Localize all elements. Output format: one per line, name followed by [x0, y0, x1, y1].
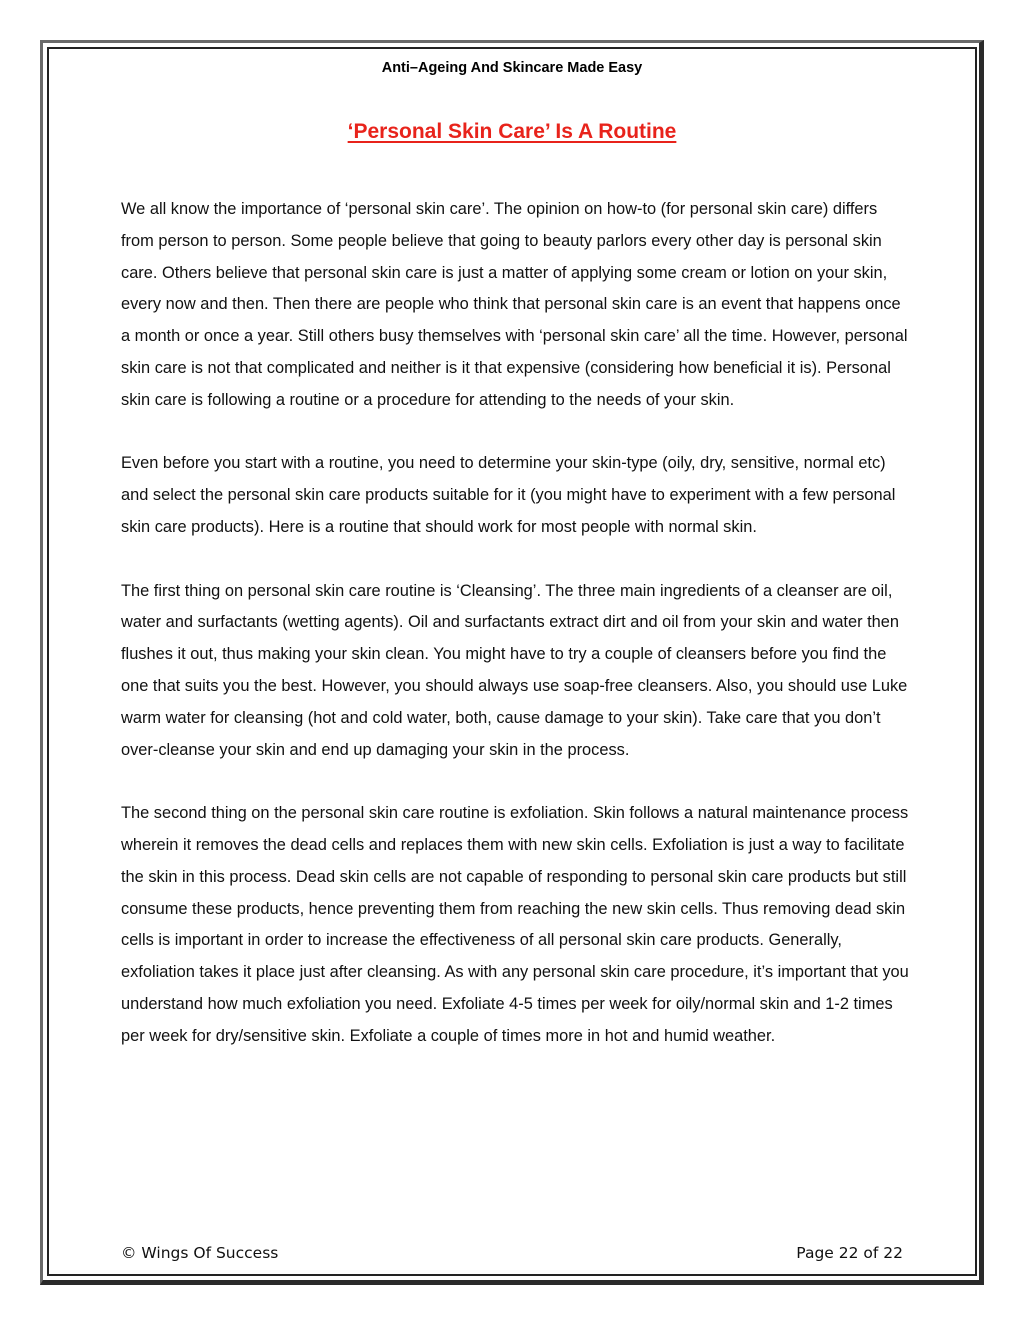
article-body	[121, 194, 911, 1084]
paragraph: The second thing on the personal skin care routine is exfoliation. Skin follows a natural maintenance process wherein it removes the dead cells and replaces them with new skin cells. Exfoliation is just a way to facilitate the skin in this process. Dead skin cells are not capable of responding to personal skin care products but still consume these products, hence preventing them from reaching the new skin cells. Thus removing dead skin cells is important in order to increase the effectiveness of all personal skin care products. Generally, exfoliation takes it place just after cleansing. As with any personal skin care procedure, it’s important that you understand how much exfoliation you need. Exfoliate 4-5 times per week for oily/normal skin and 1-2 times per week for dry/sensitive skin. Exfoliate a couple of times more in hot and humid weather.	[121, 804, 909, 1045]
page-title: ‘Personal Skin Care’ Is A Routine	[347, 120, 677, 143]
footer-copyright: © Wings Of Success	[121, 1244, 279, 1262]
paragraph: We all know the importance of ‘personal skin care’. The opinion on how-to (for personal skin care) differs from person to person. Some people believe that going to beauty parlors every other day is personal skin care. Others believe that personal skin care is just a matter of applying some cream or lotion on your skin, every now and then. Then there are people who think that personal skin care is an event that happens once a month or once a year. Still others busy themselves with ‘personal skin care’ all the time. However, personal skin care is not that complicated and neither is it that expensive (considering how beneficial it is). Personal skin care is following a routine or a procedure for attending to the needs of your skin.	[121, 200, 908, 409]
paragraph: The first thing on personal skin care routine is ‘Cleansing’. The three main ingredients of a cleanser are oil, water and surfactants (wetting agents). Oil and surfactants extract dirt and oil from your skin and water then flushes it out, thus making your skin clean. You might have to try a couple of cleansers before you find the one that suits you the best. However, you should always use soap-free cleansers. Also, you should use Luke warm water for cleansing (hot and cold water, both, cause damage to your skin). Take care that you don’t over-cleanse your skin and end up damaging your skin in the process.	[121, 581, 908, 759]
footer-page-number: Page 22 of 22	[796, 1244, 903, 1262]
paragraph: Even before you start with a routine, you need to determine your skin-type (oily, dry, sensitive, normal etc) and select the personal skin care products suitable for it (you might have to experiment with a few personal skin care products). Here is a routine that should work for most people with normal skin.	[121, 454, 896, 536]
running-header: Anti–Ageing And Skincare Made Easy	[381, 60, 643, 76]
